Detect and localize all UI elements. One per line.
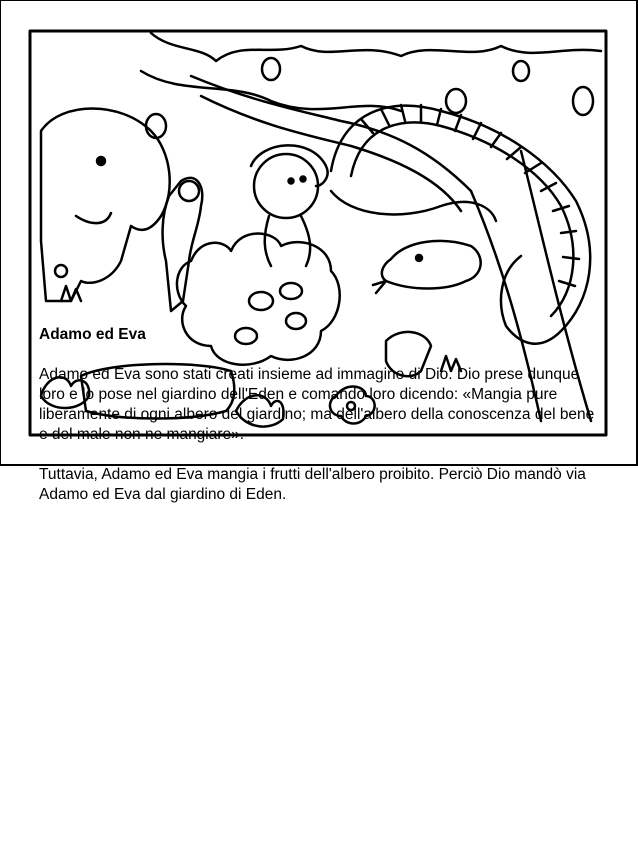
story-title: Adamo ed Eva [39,326,146,343]
fruit [446,89,466,113]
serpent-head [382,241,481,289]
fruit [573,87,593,115]
eve-body [265,216,310,266]
tree-branch [191,76,471,191]
tree-canopy [151,33,601,61]
story-text-block [39,325,599,505]
story-paragraph-1: Adamo ed Eva sono stati creati insieme ad immagine di Dio. Dio prese dunque loro e lo pose nel giardino dell'Eden e comandò loro dicendo: «Mangia pure liberamente di ogni albero del giardino; ma dell'albero della conoscenza del bene e del male non ne mangiare». [39,366,595,443]
fruit [262,58,280,80]
serpent [331,106,590,344]
story-paragraph-2: Tuttavia, Adamo ed Eva mangia i frutti dell'albero proibito. Perciò Dio mandò via Adamo ed Eva dal giardino di Eden. [39,466,586,503]
eve-head [254,154,318,218]
fruit [146,114,166,138]
fruit [513,61,529,81]
